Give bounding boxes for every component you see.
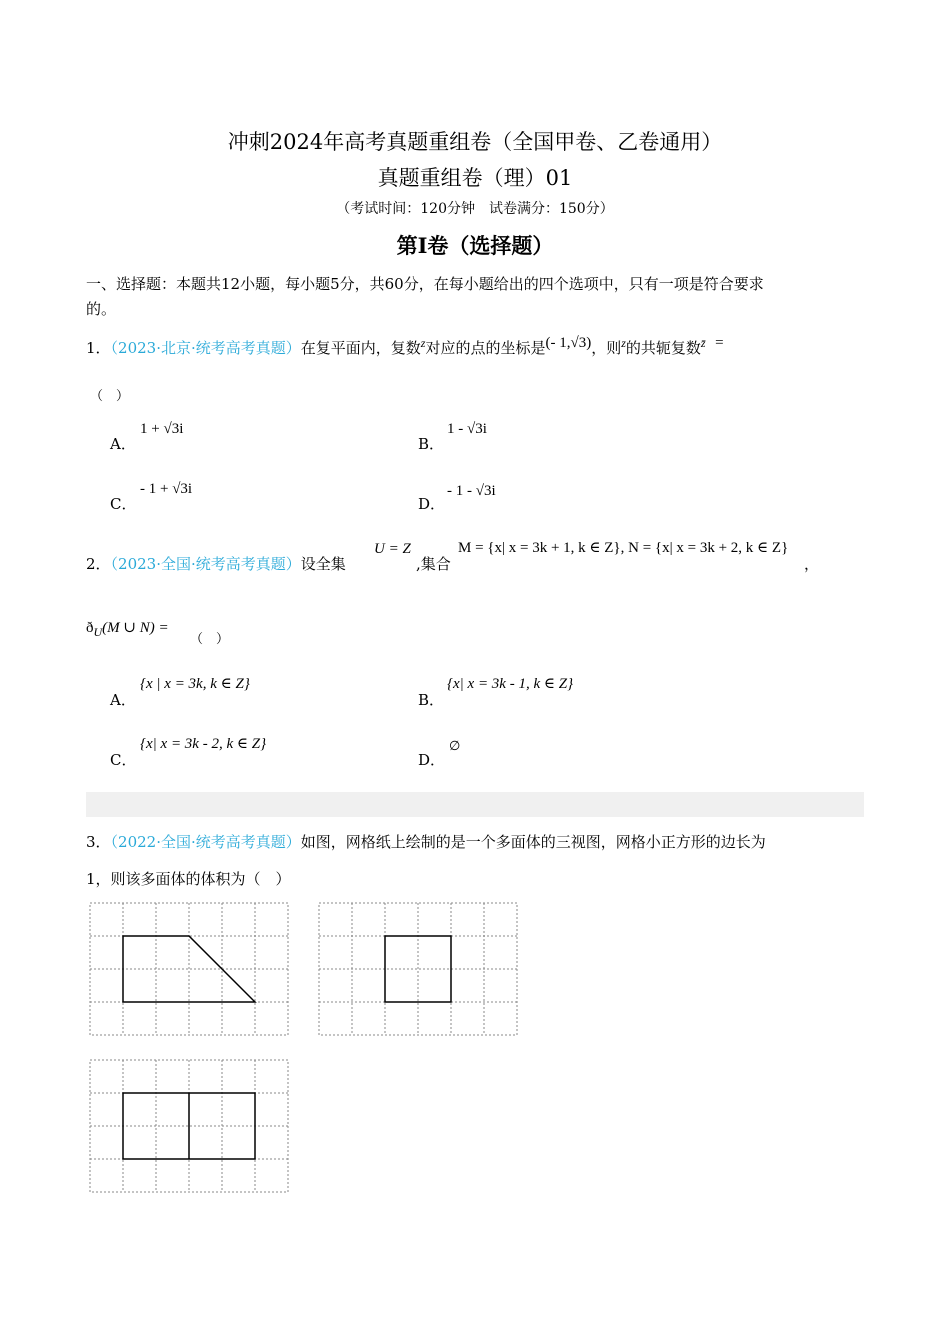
top-view-figure — [89, 1059, 289, 1193]
question-number: 3． — [86, 833, 111, 851]
question-text-d: 的共轭复数 — [625, 339, 701, 357]
q1-option-a-label[interactable]: A． — [110, 435, 136, 453]
q2-option-b-label[interactable]: B． — [418, 691, 445, 709]
question-number: 1． — [86, 339, 111, 357]
q2-option-c-label[interactable]: C． — [110, 751, 137, 769]
q2-option-c-value: {x| x = 3k - 2, k ∈ Z} — [140, 736, 267, 752]
question-text-b: 对应的点的坐标是 — [425, 339, 546, 357]
universal-set: U = Z — [374, 541, 411, 557]
complement-expression — [86, 618, 169, 640]
q1-option-b-value: 1 - √3i — [447, 421, 487, 437]
q1-option-c-value: - 1 + √3i — [140, 481, 193, 497]
grid-lines — [319, 903, 517, 1035]
complement-symbol: ð — [86, 620, 94, 636]
var-z-2: z — [621, 336, 626, 350]
question-text-cont: 1，则该多面体的体积为（ ） — [86, 870, 291, 888]
section-title: 第I卷（选择题） — [396, 233, 554, 258]
side-view-figure — [318, 902, 518, 1036]
question-1 — [86, 335, 724, 358]
question-2 — [86, 553, 346, 574]
q1-option-a-value: 1 + √3i — [140, 421, 184, 437]
question-comma: ， — [804, 555, 820, 573]
var-z: z — [420, 336, 426, 350]
paper-subtitle: 真题重组卷（理）01 — [377, 166, 573, 190]
q1-option-b-label[interactable]: B． — [418, 435, 445, 453]
exam-info: （考试时间：120分钟 试卷满分：150分） — [336, 201, 614, 217]
question-text-c: ，则 — [591, 339, 622, 357]
grid-lines — [90, 903, 288, 1035]
q2-option-a-label[interactable]: A． — [110, 691, 136, 709]
section-instruction: 一、选择题：本题共12小题，每小题5分，共60分，在每小题给出的四个选项中，只有一项是符合要求 — [86, 275, 764, 293]
equals-sign: = — [715, 335, 724, 351]
question-text: 如图，网格纸上绘制的是一个多面体的三视图，网格小正方形的边长为 — [300, 833, 766, 851]
q1-option-c-label[interactable]: C． — [110, 495, 137, 513]
question-number: 2． — [86, 555, 111, 573]
complement-rest: (M ∪ N) = — [102, 620, 169, 636]
paper-title: 冲刺2024年高考真题重组卷（全国甲卷、乙卷通用） — [227, 130, 723, 154]
q2-option-a-value: {x | x = 3k, k ∈ Z} — [140, 676, 250, 692]
question-source: （2023·北京·统考高考真题） — [110, 339, 301, 357]
question-3 — [86, 831, 766, 852]
question-text-b: ,集合 — [416, 555, 451, 573]
set-definitions: M = {x| x = 3k + 1, k ∈ Z}, N = {x| x = 3k + 2, k ∈ Z} — [458, 540, 789, 556]
q1-option-d-value: - 1 - √3i — [447, 483, 496, 499]
front-view-figure — [89, 902, 289, 1036]
q2-option-d-value: ∅ — [449, 738, 461, 753]
answer-paren: （ ） — [190, 632, 230, 647]
question-text: 设全集 — [300, 555, 346, 573]
question-text: 在复平面内，复数 — [300, 339, 421, 357]
q2-option-d-label[interactable]: D． — [418, 751, 446, 769]
question-source: （2023·全国·统考高考真题） — [110, 555, 301, 573]
q1-option-d-label[interactable]: D． — [418, 495, 446, 513]
point-coordinates: (- 1,√3) — [545, 335, 592, 351]
q2-option-b-value: {x| x = 3k - 1, k ∈ Z} — [447, 676, 574, 692]
complement-subscript: U — [93, 625, 103, 639]
answer-paren: （ ） — [90, 389, 130, 404]
var-z-bar: z̄ — [700, 336, 706, 350]
divider-band — [86, 792, 864, 817]
question-source: （2022·全国·统考高考真题） — [110, 833, 301, 851]
section-instruction-cont: 的。 — [86, 300, 117, 318]
